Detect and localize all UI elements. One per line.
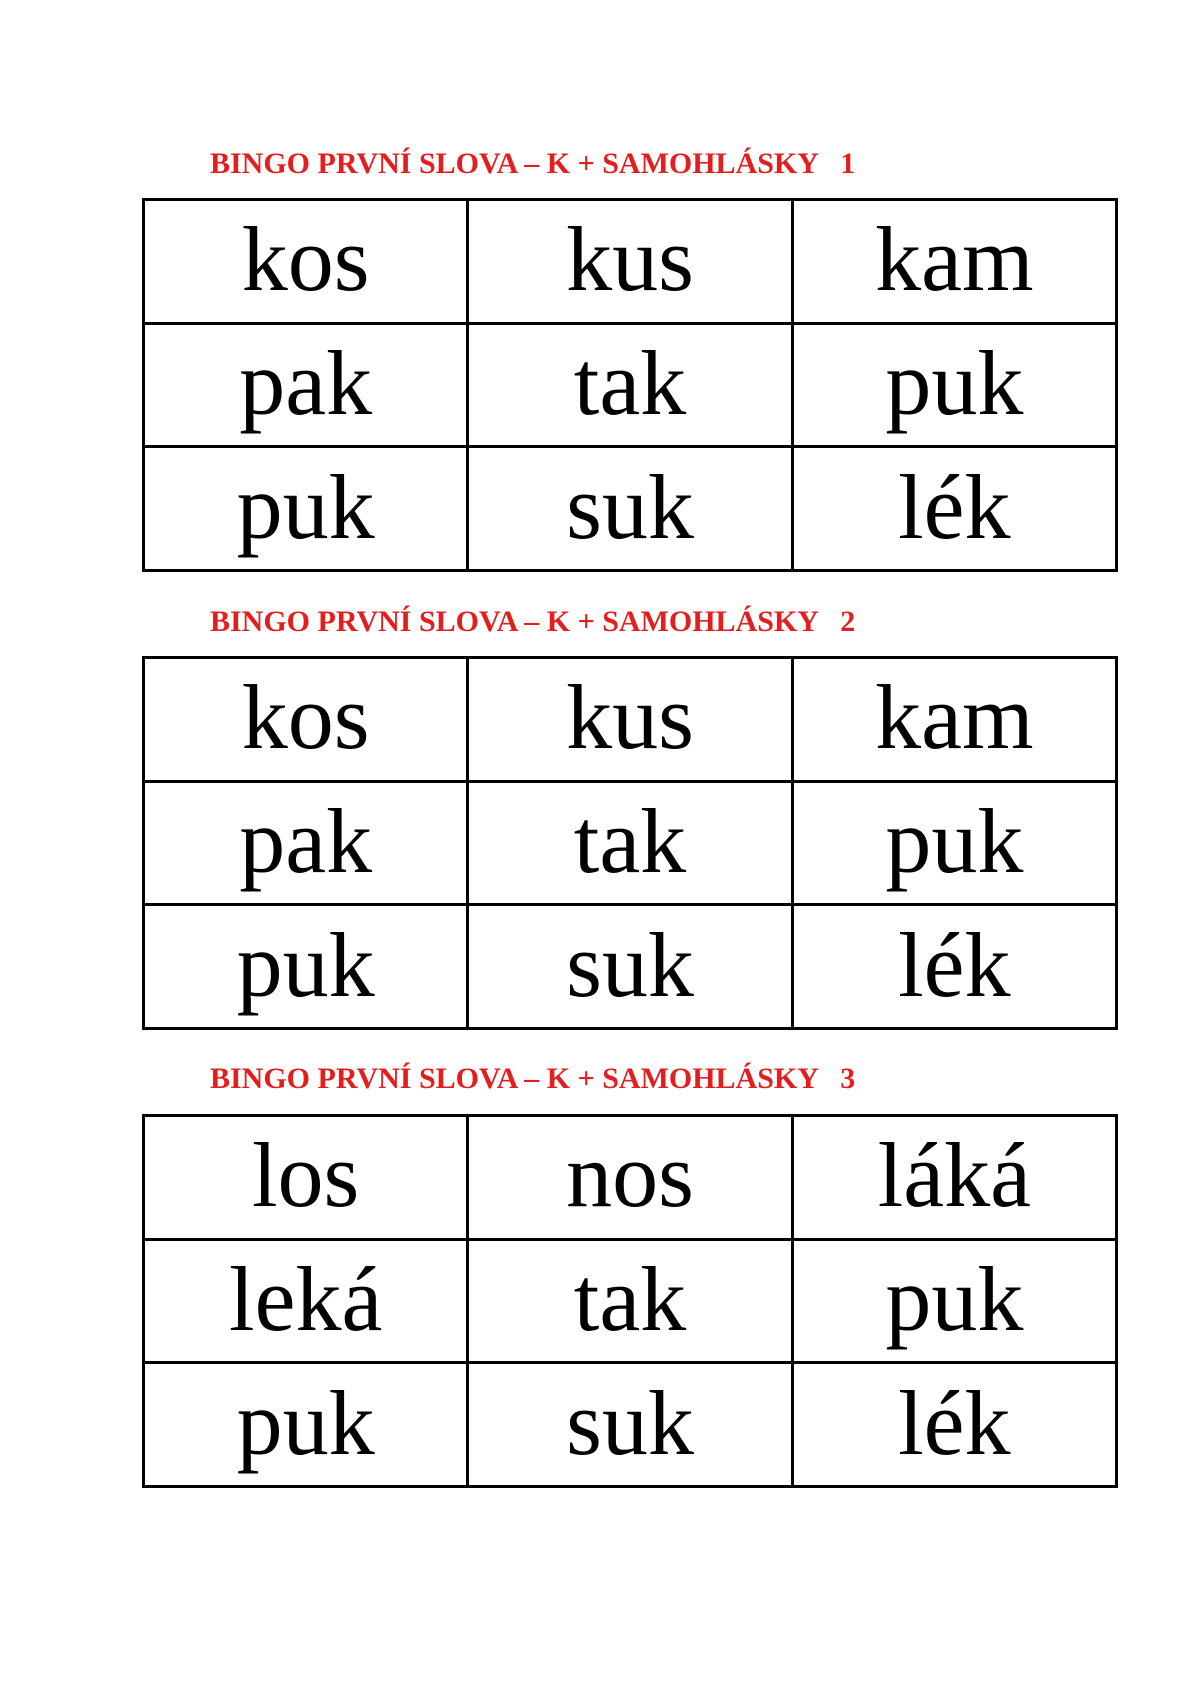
bingo-cell [792, 905, 1116, 1029]
bingo-cell [792, 1363, 1116, 1487]
bingo-cell [144, 1239, 468, 1363]
bingo-row [144, 1239, 1117, 1363]
bingo-row [144, 781, 1117, 905]
bingo-card-3 [142, 1114, 1118, 1488]
bingo-word: puk [236, 1371, 375, 1474]
bingo-cell [144, 1116, 468, 1240]
bingo-word: pak [239, 789, 373, 892]
bingo-word: puk [236, 913, 375, 1016]
bingo-word: lék [898, 913, 1011, 1016]
bingo-row [144, 658, 1117, 782]
bingo-cell [468, 1363, 792, 1487]
bingo-word: suk [566, 1371, 694, 1474]
bingo-word: tak [573, 789, 687, 892]
bingo-word: lék [898, 1371, 1011, 1474]
bingo-cell [792, 1239, 1116, 1363]
bingo-word: puk [885, 1247, 1024, 1350]
bingo-word: kos [241, 208, 370, 311]
card-3-title: BINGO PRVNÍ SLOVA – K + SAMOHLÁSKY 3 [210, 1062, 856, 1095]
bingo-cell [468, 905, 792, 1029]
bingo-row [144, 905, 1117, 1029]
bingo-word: puk [885, 789, 1024, 892]
bingo-cell [468, 447, 792, 571]
bingo-cell [468, 1239, 792, 1363]
bingo-cell [144, 323, 468, 447]
bingo-row [144, 1116, 1117, 1240]
bingo-word: kus [566, 666, 694, 769]
bingo-cell [144, 1363, 468, 1487]
card-2-title: BINGO PRVNÍ SLOVA – K + SAMOHLÁSKY 2 [210, 605, 856, 638]
bingo-cell [792, 781, 1116, 905]
bingo-cell [468, 200, 792, 324]
bingo-cell [468, 658, 792, 782]
bingo-cell [792, 1116, 1116, 1240]
bingo-row [144, 1363, 1117, 1487]
bingo-word: los [251, 1124, 360, 1227]
bingo-word: suk [566, 913, 694, 1016]
bingo-cell [144, 658, 468, 782]
bingo-word: láká [877, 1124, 1031, 1227]
bingo-word: tak [573, 1247, 687, 1350]
bingo-cell [792, 200, 1116, 324]
bingo-cell [792, 323, 1116, 447]
bingo-word: lék [898, 455, 1011, 558]
bingo-row [144, 323, 1117, 447]
bingo-cell [144, 905, 468, 1029]
bingo-word: pak [239, 331, 373, 434]
bingo-row [144, 200, 1117, 324]
bingo-cell [144, 447, 468, 571]
bingo-cell [144, 200, 468, 324]
bingo-cell [792, 447, 1116, 571]
bingo-word: nos [566, 1124, 694, 1227]
bingo-word: puk [885, 331, 1024, 434]
bingo-cell [468, 323, 792, 447]
card-1-title: BINGO PRVNÍ SLOVA – K + SAMOHLÁSKY 1 [210, 147, 856, 180]
bingo-cell [468, 781, 792, 905]
bingo-card-2 [142, 656, 1118, 1030]
bingo-row [144, 447, 1117, 571]
bingo-word: kus [566, 208, 694, 311]
bingo-word: kam [875, 208, 1034, 311]
bingo-word: tak [573, 331, 687, 434]
bingo-cell [144, 781, 468, 905]
bingo-word: kam [875, 666, 1034, 769]
bingo-word: puk [236, 455, 375, 558]
bingo-word: suk [566, 455, 694, 558]
bingo-card-1 [142, 198, 1118, 572]
bingo-word: leká [229, 1247, 383, 1350]
bingo-word: kos [241, 666, 370, 769]
bingo-cell [468, 1116, 792, 1240]
bingo-cell [792, 658, 1116, 782]
